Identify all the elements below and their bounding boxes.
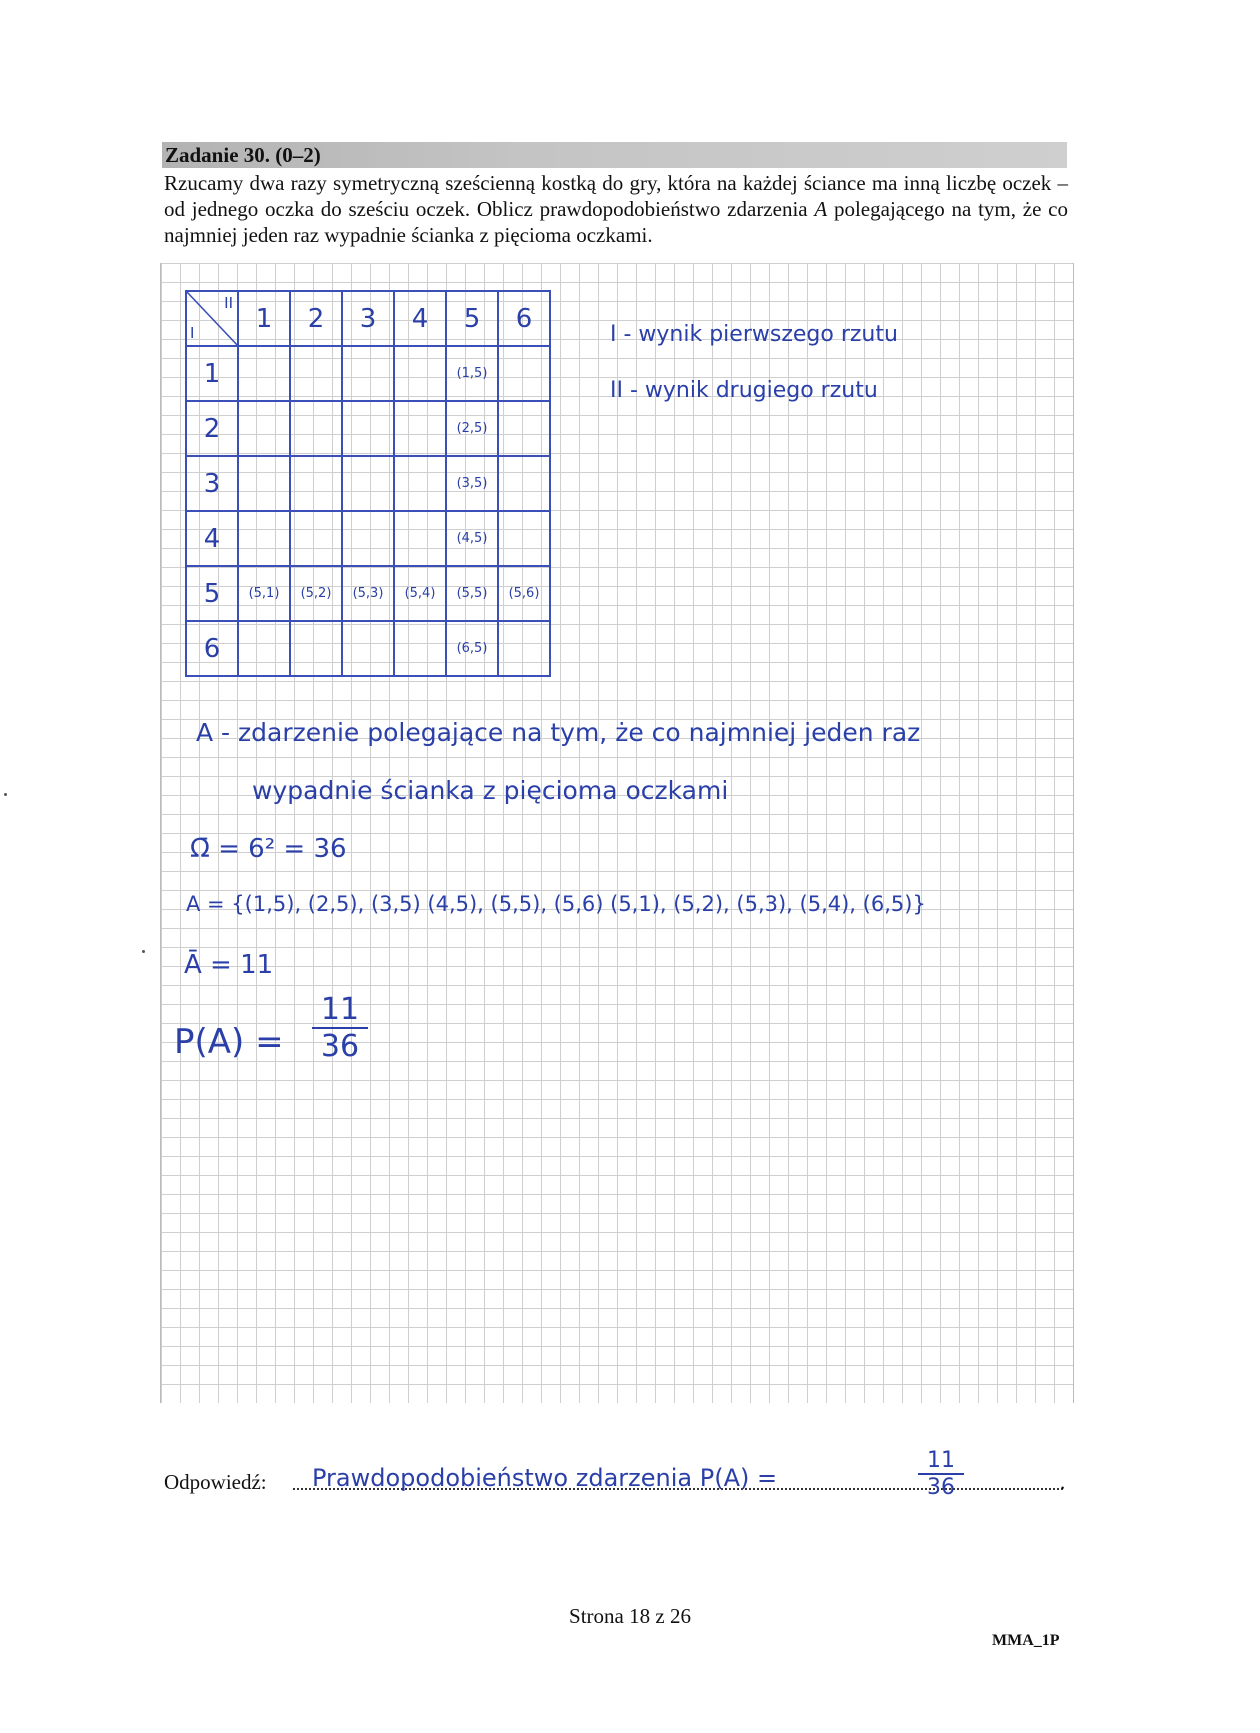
table-row bbox=[186, 511, 550, 566]
table-cell bbox=[342, 456, 394, 511]
table-cell bbox=[342, 401, 394, 456]
event-definition-line-2: wypadnie ścianka z pięcioma oczkami bbox=[252, 776, 729, 805]
table-cell bbox=[498, 346, 550, 401]
table-cell bbox=[394, 511, 446, 566]
answer-numerator: 11 bbox=[927, 1448, 955, 1473]
table-row bbox=[186, 456, 550, 511]
table-cell bbox=[394, 346, 446, 401]
task-text-part-1: Rzucamy dwa razy symetryczną sześcienną kostką do gry, która na każdej ściance ma inną liczbę oczek – od jednego oczka do sześciu oczek. Oblicz prawdopodobieństwo zdarzenia bbox=[164, 171, 1068, 221]
table-cell bbox=[498, 621, 550, 676]
task-text-part-2: polegającego na tym, że co najmniej jeden raz wypadnie ścianka z pięcioma oczkami. bbox=[164, 197, 1068, 247]
table-cell: (6,5) bbox=[446, 621, 498, 676]
table-row bbox=[186, 401, 550, 456]
col-header: 1 bbox=[238, 291, 290, 346]
table-cell bbox=[498, 401, 550, 456]
probability-numerator: 11 bbox=[320, 992, 360, 1027]
table-cell: (5,3) bbox=[342, 566, 394, 621]
table-cell bbox=[238, 456, 290, 511]
table-cell bbox=[290, 401, 342, 456]
table-row bbox=[186, 566, 550, 621]
table-cell bbox=[342, 511, 394, 566]
probability-denominator: 36 bbox=[320, 1029, 360, 1064]
task-statement bbox=[164, 170, 1068, 248]
answer-label: Odpowiedź: bbox=[164, 1470, 267, 1494]
table-cell bbox=[498, 511, 550, 566]
answer-denominator: 36 bbox=[927, 1475, 955, 1500]
legend-second-throw: II - wynik drugiego rzutu bbox=[610, 378, 878, 403]
answer-fraction bbox=[918, 1448, 964, 1500]
table-cell: (1,5) bbox=[446, 346, 498, 401]
table-cell bbox=[498, 456, 550, 511]
row-header: 1 bbox=[186, 346, 238, 401]
table-cell bbox=[290, 511, 342, 566]
row-header: 5 bbox=[186, 566, 238, 621]
table-cell: (5,4) bbox=[394, 566, 446, 621]
table-cell: (2,5) bbox=[446, 401, 498, 456]
col-header: 6 bbox=[498, 291, 550, 346]
table-cell bbox=[342, 346, 394, 401]
corner-row-label: I bbox=[190, 324, 195, 342]
legend-first-throw: I - wynik pierwszego rzutu bbox=[610, 322, 898, 347]
table-cell: (5,5) bbox=[446, 566, 498, 621]
answer-period: . bbox=[1060, 1470, 1066, 1494]
table-cell bbox=[290, 456, 342, 511]
table-cell bbox=[290, 346, 342, 401]
table-cell bbox=[394, 621, 446, 676]
event-count: Ā = 11 bbox=[184, 950, 274, 980]
col-header: 5 bbox=[446, 291, 498, 346]
table-cell: (3,5) bbox=[446, 456, 498, 511]
table-row bbox=[186, 621, 550, 676]
event-symbol: A bbox=[814, 197, 828, 221]
event-definition-line-1: A - zdarzenie polegające na tym, że co najmniej jeden raz bbox=[196, 718, 921, 747]
task-header: Zadanie 30. (0–2) bbox=[162, 142, 1067, 168]
table-cell bbox=[290, 621, 342, 676]
table-cell bbox=[394, 401, 446, 456]
table-cell bbox=[394, 456, 446, 511]
table-cell bbox=[342, 621, 394, 676]
table-cell bbox=[238, 401, 290, 456]
table-cell bbox=[238, 511, 290, 566]
answer-text: Prawdopodobieństwo zdarzenia P(A) = bbox=[312, 1464, 778, 1492]
table-cell bbox=[238, 346, 290, 401]
event-set: A = {(1,5), (2,5), (3,5) (4,5), (5,5), (5,6) (5,1), (5,2), (5,3), (5,4), (6,5)} bbox=[186, 892, 926, 916]
probability-fraction bbox=[312, 992, 368, 1064]
margin-dot bbox=[4, 793, 7, 796]
omega-count: Ω̄ = 6² = 36 bbox=[190, 834, 347, 864]
table-cell bbox=[238, 621, 290, 676]
table-cell: (5,6) bbox=[498, 566, 550, 621]
page-number: Strona 18 z 26 bbox=[569, 1604, 691, 1628]
table-cell: (4,5) bbox=[446, 511, 498, 566]
col-header: 2 bbox=[290, 291, 342, 346]
row-header: 4 bbox=[186, 511, 238, 566]
table-header-row bbox=[186, 291, 550, 346]
table-cell: (5,2) bbox=[290, 566, 342, 621]
corner-col-label: II bbox=[224, 294, 233, 312]
exam-code: MMA_1P bbox=[992, 1632, 1060, 1649]
col-header: 4 bbox=[394, 291, 446, 346]
row-header: 6 bbox=[186, 621, 238, 676]
outcomes-table bbox=[185, 290, 551, 677]
table-row bbox=[186, 346, 550, 401]
margin-dot bbox=[142, 950, 145, 953]
row-header: 3 bbox=[186, 456, 238, 511]
col-header: 3 bbox=[342, 291, 394, 346]
probability-label: P(A) = bbox=[174, 1022, 284, 1062]
row-header: 2 bbox=[186, 401, 238, 456]
table-cell: (5,1) bbox=[238, 566, 290, 621]
table-corner-cell bbox=[186, 291, 238, 346]
